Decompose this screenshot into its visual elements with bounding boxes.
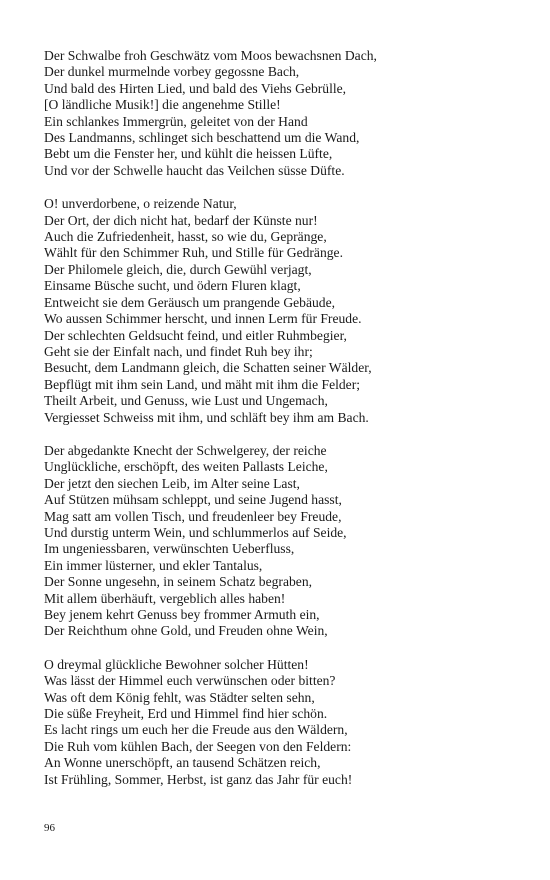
- poem-line: Was lässt der Himmel euch verwünschen oder bitten?: [44, 673, 336, 689]
- poem-line: Und bald des Hirten Lied, und bald des Viehs Gebrülle,: [44, 80, 347, 96]
- poem-line: Der Schwalbe froh Geschwätz vom Moos bewachsnen Dach,: [44, 48, 377, 63]
- poem-line: Vergiesset Schweiss mit ihm, und schläft bey ihm am Bach.: [44, 409, 369, 425]
- poem-line: Wählt für den Schimmer Ruh, und Stille für Gedränge.: [44, 245, 343, 261]
- poem-line: Die süße Freyheit, Erd und Himmel find hier schön.: [44, 706, 328, 722]
- stanza-2: [44, 196, 514, 426]
- poem-line: Ist Frühling, Sommer, Herbst, ist ganz das Jahr für euch!: [44, 771, 353, 787]
- poem-line: Geht sie der Einfalt nach, und findet Ruh bey ihr;: [44, 343, 313, 359]
- poem-line: Der jetzt den siechen Leib, im Alter seine Last,: [44, 475, 300, 491]
- poem-line: Besucht, dem Landmann gleich, die Schatten seiner Wälder,: [44, 360, 372, 376]
- poem-line: Der Reichthum ohne Gold, und Freuden ohne Wein,: [44, 623, 328, 639]
- poem-line: Auch die Zufriedenheit, hasst, so wie du, Gepränge,: [44, 229, 327, 245]
- poem-line: Und vor der Schwelle haucht das Veilchen süsse Düfte.: [44, 162, 345, 178]
- poem-line: O! unverdorbene, o reizende Natur,: [44, 196, 237, 212]
- poem-line: Ein immer lüsterner, und ekler Tantalus,: [44, 557, 263, 573]
- poem-line: Es lacht rings um euch her die Freude aus den Wäldern,: [44, 722, 348, 738]
- poem-line: Wo aussen Schimmer herscht, und innen Lerm für Freude.: [44, 311, 362, 327]
- poem-line: Auf Stützen mühsam schleppt, und seine Jugend hasst,: [44, 492, 342, 508]
- poem-line: Mit allem überhäuft, vergeblich alles haben!: [44, 590, 286, 606]
- poem-line: Entweicht sie dem Geräusch um prangende Gebäude,: [44, 294, 336, 310]
- poem-line: Der abgedankte Knecht der Schwelgerey, der reiche: [44, 442, 327, 458]
- poem-line: Der Sonne ungesehn, in seinem Schatz begraben,: [44, 574, 313, 590]
- poem-text: [44, 48, 514, 805]
- poem-line: Bey jenem kehrt Genuss bey frommer Armuth ein,: [44, 607, 320, 622]
- poem-line: Des Landmanns, schlinget sich beschattend um die Wand,: [44, 130, 360, 146]
- stanza-4: [44, 657, 514, 788]
- poem-line: Einsame Büsche sucht, und ödern Fluren klagt,: [44, 278, 301, 294]
- poem-line: Mag satt am vollen Tisch, und freudenleer bey Freude,: [44, 508, 342, 524]
- page-number: 96: [44, 822, 55, 834]
- poem-line: Unglückliche, erschöpft, des weiten Pallasts Leiche,: [44, 459, 328, 475]
- poem-line: O dreymal glückliche Bewohner solcher Hütten!: [44, 656, 309, 672]
- poem-line: Was oft dem König fehlt, was Städter selten sehn,: [44, 689, 315, 705]
- poem-line: Die Ruh vom kühlen Bach, der Seegen von den Feldern:: [44, 738, 352, 754]
- poem-line: Der Ort, der dich nicht hat, bedarf der Künste nur!: [44, 212, 318, 228]
- poem-line: Ein schlankes Immergrün, geleitet von der Hand: [44, 113, 308, 129]
- poem-line: Der Philomele gleich, die, durch Gewühl verjagt,: [44, 261, 312, 277]
- poem-line: [O ländliche Musik!] die angenehme Stille!: [44, 97, 281, 113]
- stanza-3: [44, 443, 514, 640]
- poem-line: Und durstig unterm Wein, und schlummerlos auf Seide,: [44, 524, 347, 540]
- stanza-1: [44, 48, 514, 179]
- poem-line: Bepflügt mit ihm sein Land, und mäht mit ihm die Felder;: [44, 376, 361, 392]
- poem-line: Der dunkel murmelnde vorbey gegossne Bach,: [44, 64, 300, 80]
- poem-line: Im ungeniessbaren, verwünschten Ueberfluss,: [44, 541, 295, 557]
- poem-line: Theilt Arbeit, und Genuss, wie Lust und Ungemach,: [44, 393, 328, 409]
- poem-line: An Wonne unerschöpft, an tausend Schätzen reich,: [44, 755, 321, 771]
- poem-line: Bebt um die Fenster her, und kühlt die heissen Lüfte,: [44, 146, 333, 162]
- poem-line: Der schlechten Geldsucht feind, und eitler Ruhmbegier,: [44, 327, 347, 343]
